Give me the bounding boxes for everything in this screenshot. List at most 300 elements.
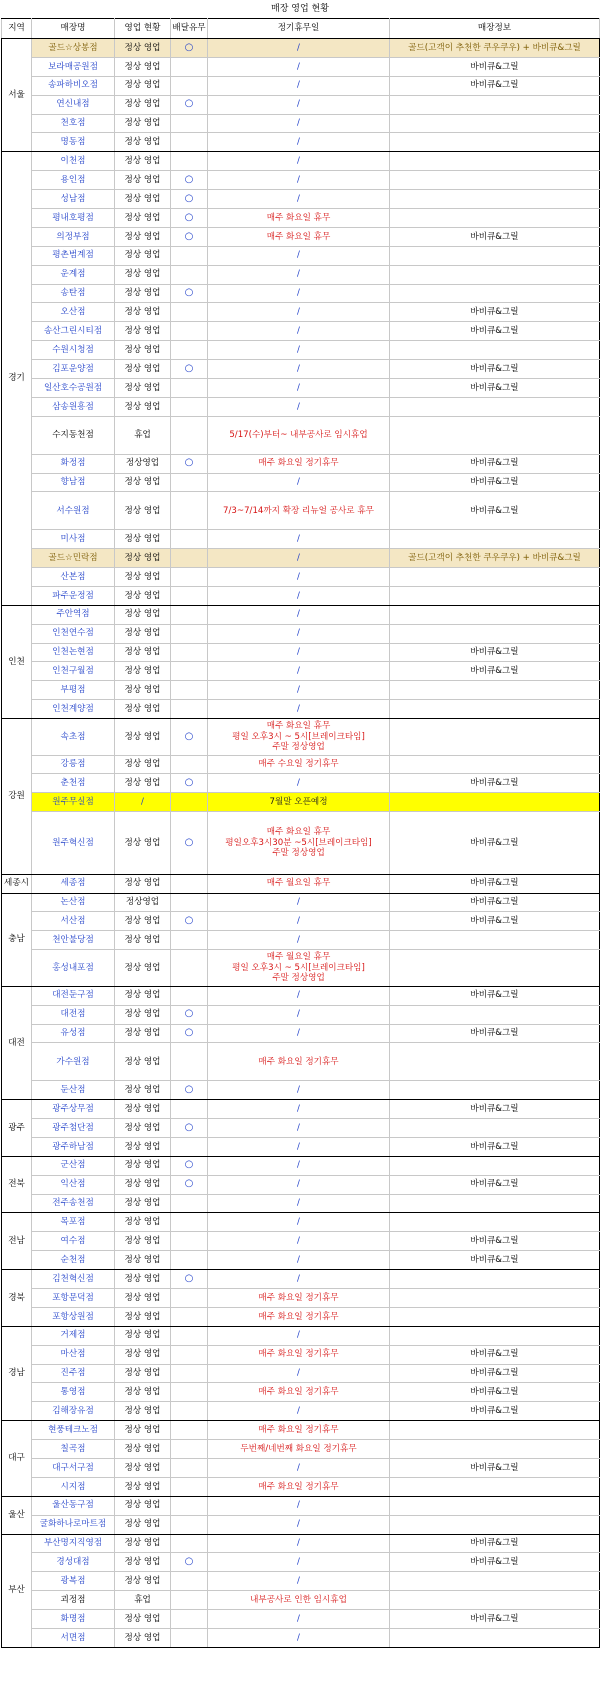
store-info: 바비큐&그릴 (390, 473, 600, 492)
store-name: 김천혁신점 (32, 1270, 115, 1289)
store-info (390, 719, 600, 756)
delivery-indicator (171, 1440, 208, 1459)
regular-holiday (208, 1194, 390, 1213)
store-info (390, 950, 600, 987)
delivery-indicator (171, 530, 208, 549)
regular-holiday (208, 190, 390, 209)
table-row (2, 379, 600, 398)
store-name: 춘천점 (32, 774, 115, 793)
delivery-indicator (171, 986, 208, 1005)
table-row (2, 912, 600, 931)
table-row (2, 1515, 600, 1534)
store-status: 정상 영업 (115, 76, 171, 95)
delivery-indicator (171, 416, 208, 454)
store-status: 정상 영업 (115, 1383, 171, 1402)
table-row (2, 893, 600, 912)
store-status: 정상 영업 (115, 950, 171, 987)
regular-holiday (208, 812, 390, 874)
regular-holiday (208, 681, 390, 700)
store-status: 정상 영업 (115, 1156, 171, 1175)
store-status: 휴업 (115, 1591, 171, 1610)
holiday-line: / (297, 990, 300, 1001)
store-status: 정상 영업 (115, 1421, 171, 1440)
store-name: 목포점 (32, 1213, 115, 1232)
store-status: 정상 영업 (115, 1005, 171, 1024)
table-row (2, 1326, 600, 1345)
table-row (2, 152, 600, 171)
store-status: 정상 영업 (115, 492, 171, 530)
store-status: 정상 영업 (115, 1345, 171, 1364)
regular-holiday (208, 700, 390, 719)
table-row (2, 586, 600, 605)
store-info: 바비큐&그릴 (390, 986, 600, 1005)
store-status: 정상 영업 (115, 643, 171, 662)
delivery-indicator (171, 152, 208, 171)
holiday-line: 주말 정상영업 (272, 742, 325, 753)
store-info (390, 265, 600, 284)
store-info: 골드(고객이 추천한 쿠우쿠우) + 바비큐&그릴 (390, 39, 600, 58)
store-name: 산본점 (32, 567, 115, 586)
holiday-line: / (297, 1141, 300, 1152)
holiday-line: 매주 화요일 정기휴무 (258, 1056, 339, 1067)
delivery-indicator (171, 1288, 208, 1307)
delivery-indicator: ○ (171, 1081, 208, 1100)
store-status: 정상영업 (115, 893, 171, 912)
holiday-line: / (297, 628, 300, 639)
regular-holiday (208, 950, 390, 987)
table-row (2, 1118, 600, 1137)
store-status: 정상 영업 (115, 1100, 171, 1119)
table-row (2, 1459, 600, 1478)
store-name: 대전점 (32, 1005, 115, 1024)
holiday-line: 두번째/네번째 화요일 정기휴무 (240, 1443, 357, 1454)
delivery-indicator (171, 755, 208, 774)
holiday-line: / (297, 1557, 300, 1568)
store-status: 정상 영업 (115, 1440, 171, 1459)
holiday-line: 매주 화요일 휴무 (266, 827, 331, 838)
store-status: 정상 영업 (115, 152, 171, 171)
store-info (390, 586, 600, 605)
delivery-indicator (171, 341, 208, 360)
store-status: 정상 영업 (115, 567, 171, 586)
store-info (390, 1213, 600, 1232)
table-row (2, 76, 600, 95)
store-status: 정상 영업 (115, 39, 171, 58)
holiday-line: / (297, 778, 300, 789)
holiday-line: / (297, 1122, 300, 1133)
store-name: 김해장유점 (32, 1402, 115, 1421)
store-info (390, 246, 600, 265)
table-row (2, 1194, 600, 1213)
store-name: 천호점 (32, 114, 115, 133)
delivery-indicator (171, 397, 208, 416)
delivery-indicator (171, 379, 208, 398)
holiday-line: 주말 정상영업 (272, 848, 325, 859)
store-info: 바비큐&그릴 (390, 874, 600, 893)
store-name: 울산동구점 (32, 1496, 115, 1515)
store-info: 골드(고객이 추천한 쿠우쿠우) + 바비큐&그릴 (390, 549, 600, 568)
store-info: 바비큐&그릴 (390, 227, 600, 246)
delivery-indicator (171, 1251, 208, 1270)
holiday-line: / (297, 1160, 300, 1171)
store-info: 바비큐&그릴 (390, 454, 600, 473)
store-status: 정상 영업 (115, 1137, 171, 1156)
table-row (2, 1534, 600, 1553)
store-info: 바비큐&그릴 (390, 662, 600, 681)
table-row (2, 755, 600, 774)
store-name: 일산호수공원점 (32, 379, 115, 398)
table-row (2, 1100, 600, 1119)
table-row (2, 1440, 600, 1459)
store-name: 홍성내포점 (32, 950, 115, 987)
store-name: 여수점 (32, 1232, 115, 1251)
regular-holiday (208, 227, 390, 246)
holiday-line: / (297, 1103, 300, 1114)
table-row (2, 57, 600, 76)
table-row (2, 114, 600, 133)
holiday-line: / (297, 685, 300, 695)
page-title: 매장 영업 현황 (271, 4, 329, 14)
store-status: 정상 영업 (115, 360, 171, 379)
store-info (390, 567, 600, 586)
store-status: 정상 영업 (115, 774, 171, 793)
store-status: 정상 영업 (115, 1043, 171, 1081)
regular-holiday (208, 246, 390, 265)
store-info (390, 1421, 600, 1440)
table-row (2, 1477, 600, 1496)
table-row (2, 624, 600, 643)
holiday-line: / (297, 1254, 300, 1265)
region-cell: 전남 (2, 1213, 32, 1270)
store-status: 휴업 (115, 416, 171, 454)
region-cell: 광주 (2, 1100, 32, 1157)
holiday-line: / (297, 382, 300, 393)
regular-holiday (208, 76, 390, 95)
table-row (2, 812, 600, 874)
regular-holiday (208, 1572, 390, 1591)
store-name: 유성점 (32, 1024, 115, 1043)
store-info (390, 1515, 600, 1534)
store-name: 서면점 (32, 1629, 115, 1648)
delivery-indicator: ○ (171, 912, 208, 931)
store-status: 정상 영업 (115, 1251, 171, 1270)
store-info: 바비큐&그릴 (390, 1175, 600, 1194)
delivery-indicator (171, 681, 208, 700)
store-status: 정상 영업 (115, 379, 171, 398)
delivery-indicator: ○ (171, 774, 208, 793)
store-info: 바비큐&그릴 (390, 1402, 600, 1421)
store-info: 바비큐&그릴 (390, 812, 600, 874)
store-name: 경성대점 (32, 1553, 115, 1572)
store-name: 칠곡점 (32, 1440, 115, 1459)
regular-holiday (208, 454, 390, 473)
regular-holiday (208, 360, 390, 379)
regular-holiday (208, 492, 390, 530)
regular-holiday (208, 1118, 390, 1137)
table-row (2, 322, 600, 341)
holiday-line: / (297, 1613, 300, 1624)
table-row (2, 284, 600, 303)
store-name: 부평점 (32, 681, 115, 700)
delivery-indicator (171, 793, 208, 812)
store-status: 정상 영업 (115, 284, 171, 303)
store-name: 속초점 (32, 719, 115, 756)
store-info (390, 1081, 600, 1100)
delivery-indicator (171, 1572, 208, 1591)
region-cell: 세종시 (2, 874, 32, 893)
region-cell: 경기 (2, 152, 32, 605)
regular-holiday (208, 341, 390, 360)
store-name: 통영점 (32, 1383, 115, 1402)
regular-holiday (208, 1383, 390, 1402)
store-info (390, 341, 600, 360)
delivery-indicator: ○ (171, 812, 208, 874)
holiday-line: 매주 화요일 휴무 (266, 231, 331, 242)
table-row (2, 133, 600, 152)
store-name: 의정부점 (32, 227, 115, 246)
store-info (390, 931, 600, 950)
header-holiday: 정기휴무일 (208, 19, 390, 39)
store-name: 군산점 (32, 1156, 115, 1175)
regular-holiday (208, 1421, 390, 1440)
delivery-indicator (171, 1043, 208, 1081)
holiday-line: / (297, 477, 300, 488)
holiday-line: 매주 화요일 정기휴무 (258, 1481, 339, 1492)
store-info (390, 1496, 600, 1515)
delivery-indicator: ○ (171, 95, 208, 114)
table-row (2, 1345, 600, 1364)
delivery-indicator (171, 114, 208, 133)
store-info (390, 1591, 600, 1610)
table-row (2, 1402, 600, 1421)
delivery-indicator (171, 586, 208, 605)
store-status: 정상 영업 (115, 1610, 171, 1629)
holiday-line: / (297, 1576, 300, 1587)
store-name: 둔산점 (32, 1081, 115, 1100)
table-row (2, 1213, 600, 1232)
store-info: 바비큐&그릴 (390, 492, 600, 530)
regular-holiday (208, 1440, 390, 1459)
store-status: 정상 영업 (115, 341, 171, 360)
holiday-line: 내부공사로 인한 임시휴업 (250, 1594, 347, 1605)
regular-holiday (208, 284, 390, 303)
region-cell: 대구 (2, 1421, 32, 1497)
store-info: 바비큐&그릴 (390, 1024, 600, 1043)
store-name: 광주첨단점 (32, 1118, 115, 1137)
delivery-indicator (171, 1364, 208, 1383)
store-status: 정상 영업 (115, 227, 171, 246)
store-name: 서수원점 (32, 492, 115, 530)
table-row (2, 1232, 600, 1251)
delivery-indicator: ○ (171, 171, 208, 190)
holiday-line: / (297, 307, 300, 318)
regular-holiday (208, 416, 390, 454)
store-status: 정상 영업 (115, 1629, 171, 1648)
holiday-line: / (297, 1368, 300, 1379)
holiday-line: 매주 화요일 휴무 (266, 721, 331, 732)
regular-holiday (208, 1270, 390, 1289)
holiday-line: / (297, 703, 300, 714)
store-status: 정상 영업 (115, 1402, 171, 1421)
store-info (390, 171, 600, 190)
store-name: 화명점 (32, 1610, 115, 1629)
store-status: 정상 영업 (115, 1194, 171, 1213)
regular-holiday (208, 1005, 390, 1024)
regular-holiday (208, 1137, 390, 1156)
region-cell: 경남 (2, 1326, 32, 1420)
store-name: 화정점 (32, 454, 115, 473)
store-info (390, 95, 600, 114)
delivery-indicator: ○ (171, 190, 208, 209)
table-row (2, 341, 600, 360)
delivery-indicator (171, 1610, 208, 1629)
holiday-line: / (297, 401, 300, 412)
holiday-line: / (297, 1009, 300, 1020)
store-info (390, 190, 600, 209)
store-name: 원주혁신점 (32, 812, 115, 874)
store-info: 바비큐&그릴 (390, 379, 600, 398)
store-info: 바비큐&그릴 (390, 774, 600, 793)
regular-holiday (208, 586, 390, 605)
store-name: 이천점 (32, 152, 115, 171)
store-name: 원주무실점 (32, 793, 115, 812)
table-row (2, 227, 600, 246)
delivery-indicator (171, 605, 208, 624)
regular-holiday (208, 57, 390, 76)
regular-holiday (208, 265, 390, 284)
delivery-indicator: ○ (171, 1005, 208, 1024)
delivery-indicator (171, 1383, 208, 1402)
regular-holiday (208, 1345, 390, 1364)
delivery-indicator (171, 1345, 208, 1364)
store-info: 바비큐&그릴 (390, 322, 600, 341)
store-status: 정상 영업 (115, 605, 171, 624)
delivery-indicator (171, 473, 208, 492)
store-status: 정상 영업 (115, 1459, 171, 1478)
regular-holiday (208, 114, 390, 133)
store-name: 운계점 (32, 265, 115, 284)
store-name: 강릉점 (32, 755, 115, 774)
regular-holiday (208, 171, 390, 190)
holiday-line: 매주 화요일 정기휴무 (258, 1424, 339, 1435)
table-row (2, 397, 600, 416)
regular-holiday (208, 1477, 390, 1496)
delivery-indicator: ○ (171, 1175, 208, 1194)
table-row (2, 1175, 600, 1194)
store-name: 논산점 (32, 893, 115, 912)
holiday-line: / (297, 552, 300, 563)
holiday-line: 매주 월요일 휴무 (266, 952, 331, 963)
store-status: 정상 영업 (115, 549, 171, 568)
holiday-line: / (297, 1217, 300, 1228)
delivery-indicator (171, 303, 208, 322)
regular-holiday (208, 1175, 390, 1194)
delivery-indicator (171, 1421, 208, 1440)
delivery-indicator: ○ (171, 454, 208, 473)
table-row (2, 774, 600, 793)
store-name: 미사점 (32, 530, 115, 549)
holiday-line: / (297, 1406, 300, 1417)
region-cell: 경북 (2, 1270, 32, 1327)
store-status: 정상 영업 (115, 246, 171, 265)
table-row (2, 265, 600, 284)
holiday-line: / (297, 571, 300, 582)
store-name: 주안역점 (32, 605, 115, 624)
delivery-indicator (171, 549, 208, 568)
store-status: 정상 영업 (115, 931, 171, 950)
store-info: 바비큐&그릴 (390, 1610, 600, 1629)
table-row (2, 1005, 600, 1024)
regular-holiday (208, 1156, 390, 1175)
store-info (390, 1156, 600, 1175)
holiday-line: 매주 수요일 정기휴무 (258, 759, 339, 770)
region-cell: 서울 (2, 39, 32, 152)
store-info (390, 624, 600, 643)
regular-holiday (208, 874, 390, 893)
store-name: 괴정점 (32, 1591, 115, 1610)
delivery-indicator (171, 893, 208, 912)
store-info (390, 1477, 600, 1496)
regular-holiday (208, 1402, 390, 1421)
regular-holiday (208, 1364, 390, 1383)
region-cell: 충남 (2, 893, 32, 986)
table-row (2, 950, 600, 987)
store-status: 정상 영업 (115, 1496, 171, 1515)
store-info: 바비큐&그릴 (390, 1534, 600, 1553)
regular-holiday (208, 209, 390, 228)
store-status: 정상 영업 (115, 1213, 171, 1232)
table-row (2, 605, 600, 624)
store-status: 정상 영업 (115, 681, 171, 700)
store-status: 정상 영업 (115, 700, 171, 719)
table-row (2, 567, 600, 586)
table-row (2, 1307, 600, 1326)
regular-holiday (208, 755, 390, 774)
region-cell: 울산 (2, 1496, 32, 1534)
store-name: 전주송천점 (32, 1194, 115, 1213)
store-name: 파주운정점 (32, 586, 115, 605)
delivery-indicator (171, 246, 208, 265)
store-info (390, 681, 600, 700)
holiday-line: / (297, 533, 300, 544)
store-name: 광복점 (32, 1572, 115, 1591)
store-name: 삼송원흥점 (32, 397, 115, 416)
store-name: 오산점 (32, 303, 115, 322)
delivery-indicator (171, 1326, 208, 1345)
store-name: 성남점 (32, 190, 115, 209)
regular-holiday (208, 1100, 390, 1119)
store-info (390, 284, 600, 303)
delivery-indicator (171, 931, 208, 950)
store-info (390, 1572, 600, 1591)
table-row (2, 549, 600, 568)
holiday-line: 매주 화요일 정기휴무 (258, 1292, 339, 1303)
regular-holiday (208, 1553, 390, 1572)
regular-holiday (208, 1515, 390, 1534)
delivery-indicator (171, 1629, 208, 1648)
holiday-line: / (297, 156, 300, 167)
store-name: 수원시청점 (32, 341, 115, 360)
holiday-line: / (297, 1519, 300, 1530)
store-status: 정상 영업 (115, 719, 171, 756)
holiday-line: 매주 화요일 정기휴무 (258, 1311, 339, 1322)
holiday-line: / (297, 1500, 300, 1511)
table-row (2, 1251, 600, 1270)
regular-holiday (208, 1043, 390, 1081)
table-row (2, 530, 600, 549)
regular-holiday (208, 39, 390, 58)
delivery-indicator (171, 1232, 208, 1251)
